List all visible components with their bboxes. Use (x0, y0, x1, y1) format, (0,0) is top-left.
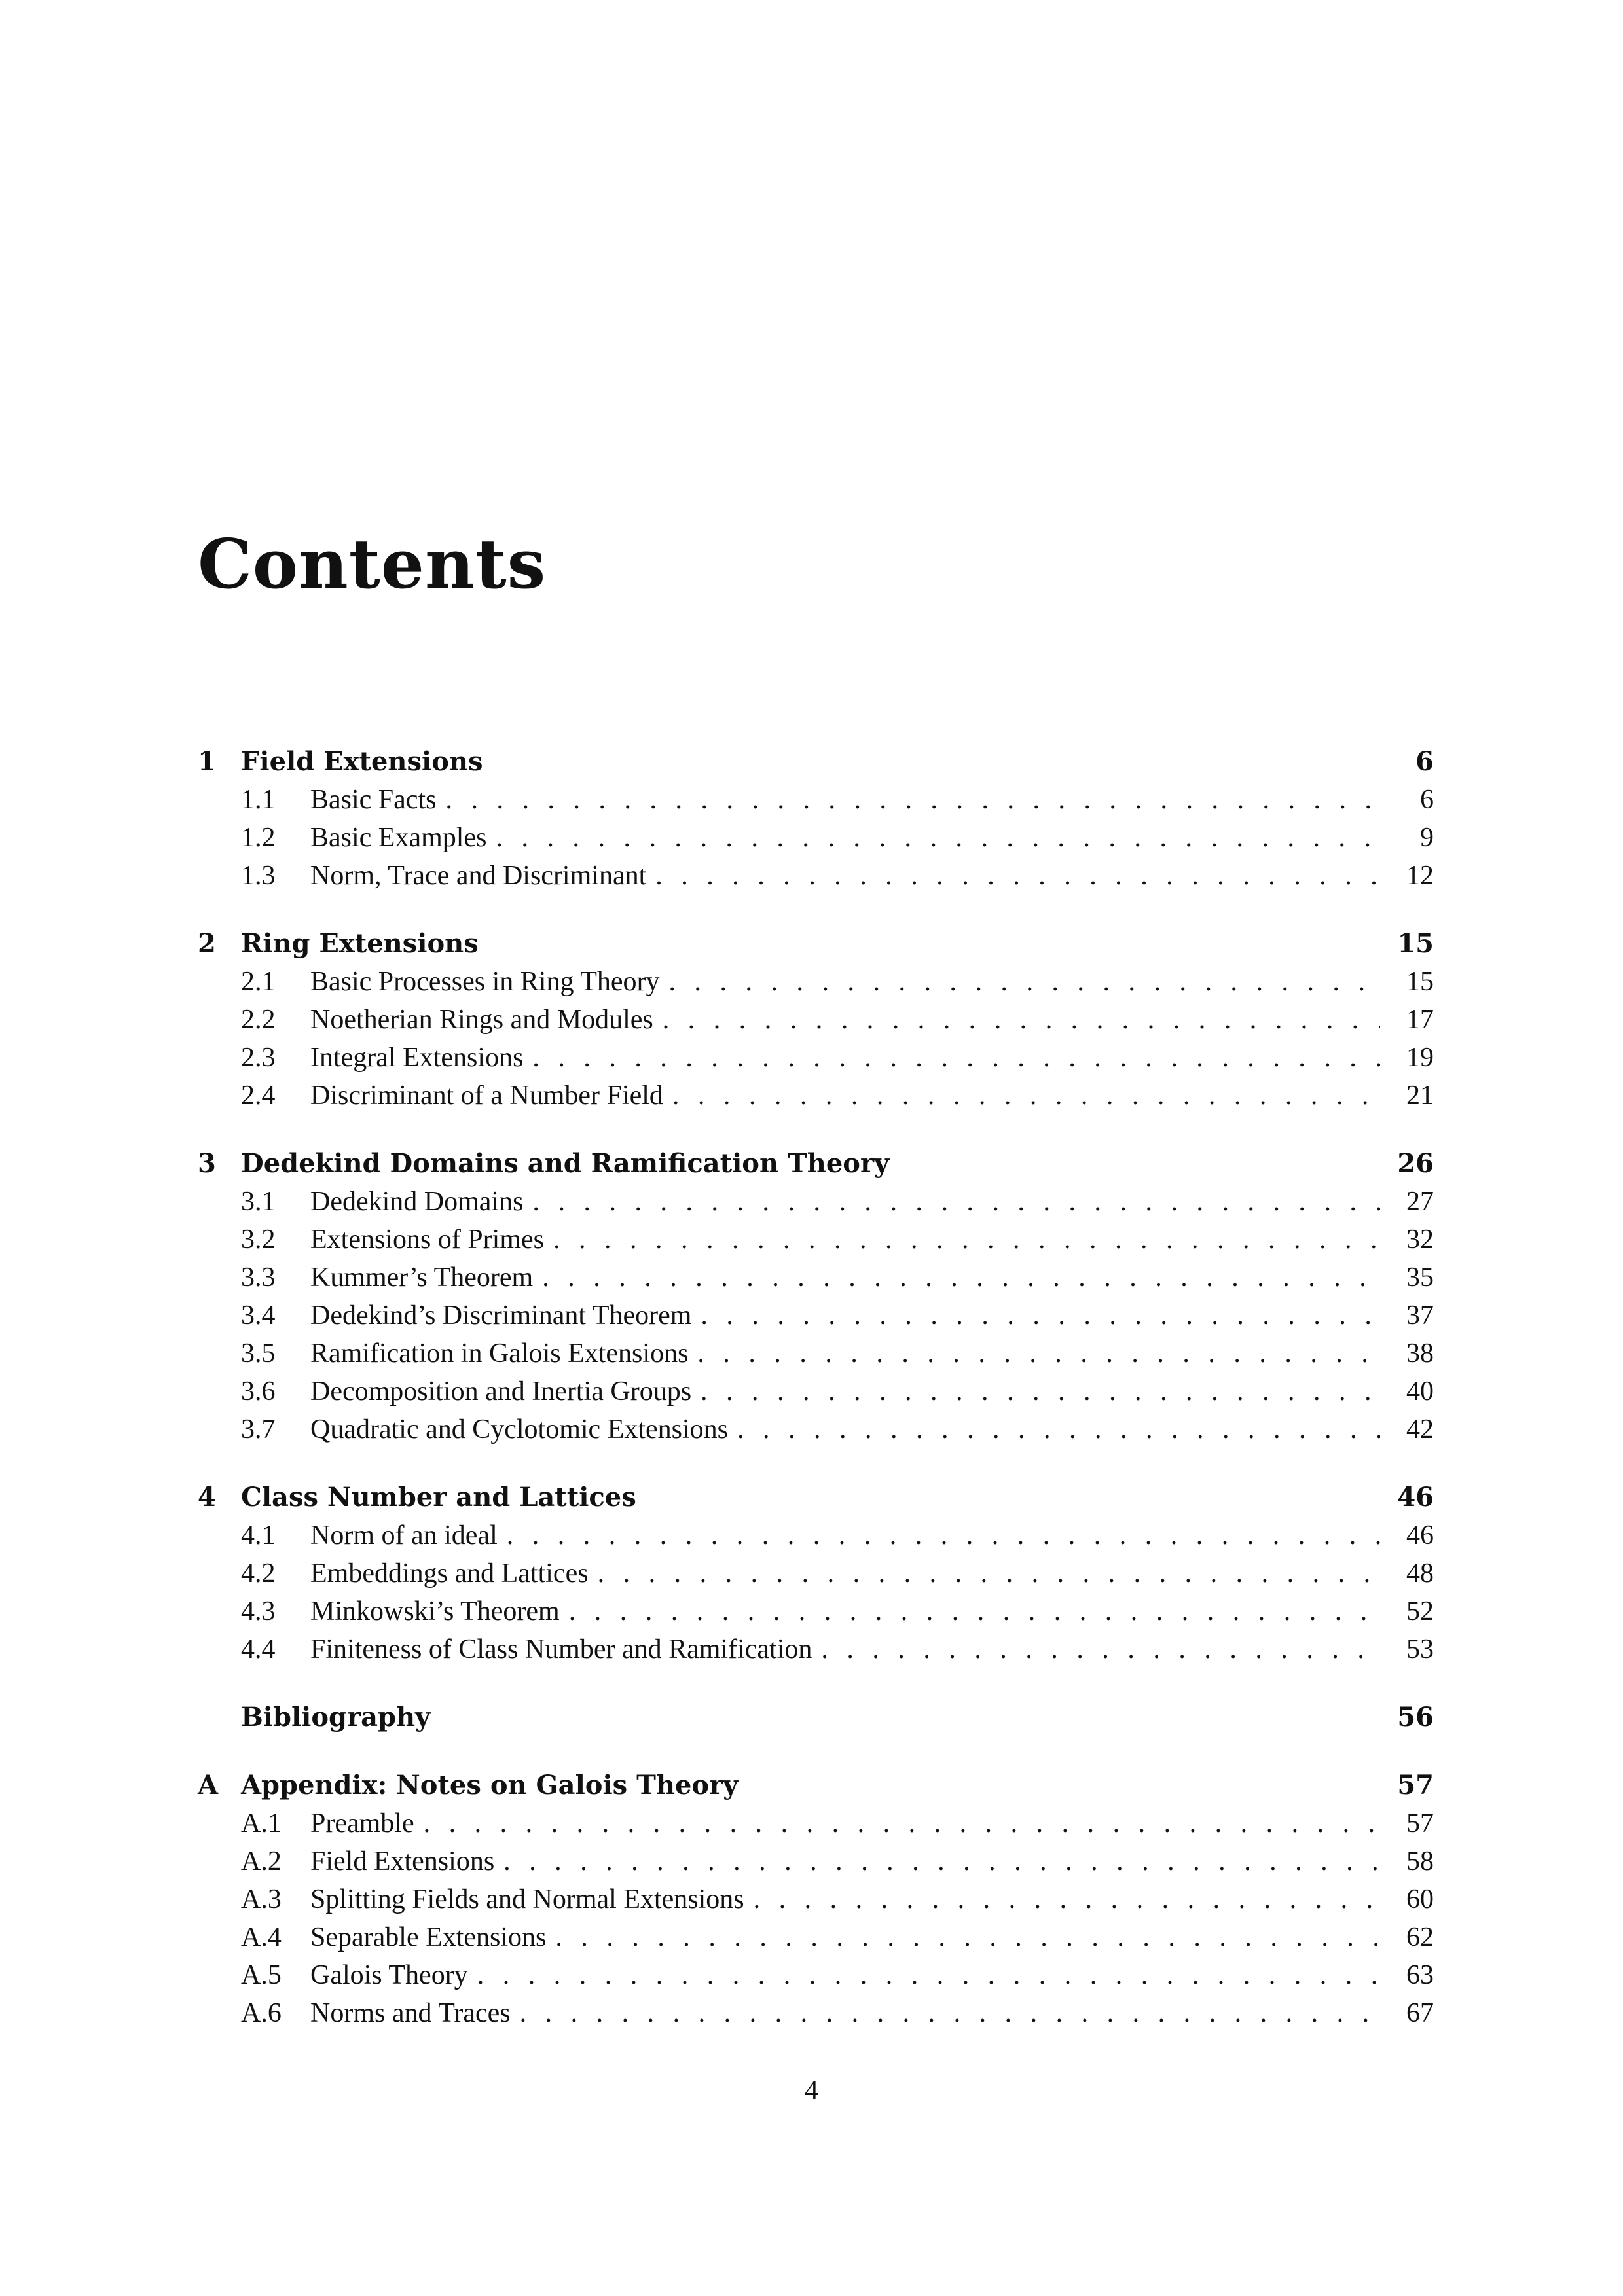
section-title: Finiteness of Class Number and Ramification (310, 1634, 812, 1664)
section-entry[interactable] (198, 1554, 1434, 1592)
chapter-number: 4 (198, 1482, 216, 1513)
section-entry[interactable] (198, 1183, 1434, 1221)
section-number: A.1 (241, 1808, 282, 1839)
section-title: Integral Extensions (310, 1043, 524, 1073)
section-number: A.5 (241, 1960, 282, 1990)
bibliography-page: 56 (1397, 1702, 1434, 1732)
section-page: 21 (1406, 1081, 1434, 1111)
dot-leader (542, 1259, 1380, 1297)
section-title: Galois Theory (310, 1960, 468, 1990)
section-entry[interactable] (198, 1630, 1434, 1668)
chapter-entry[interactable] (198, 1479, 1434, 1516)
section-title: Dedekind’s Discriminant Theorem (310, 1300, 692, 1331)
chapter-entry[interactable] (198, 925, 1434, 963)
toc-bibliography (198, 1698, 1434, 1736)
section-entry[interactable] (198, 1804, 1434, 1842)
dot-leader (520, 1994, 1380, 2032)
section-entry[interactable] (198, 781, 1434, 819)
section-title: Noetherian Rings and Modules (310, 1005, 653, 1035)
section-page: 48 (1406, 1558, 1434, 1588)
section-entry[interactable] (198, 1297, 1434, 1335)
dot-leader (424, 1804, 1380, 1842)
section-number: 2.4 (241, 1081, 276, 1111)
bibliography-entry[interactable] (198, 1698, 1434, 1736)
section-title: Basic Facts (310, 785, 437, 815)
section-page: 6 (1420, 785, 1434, 815)
section-page: 35 (1406, 1263, 1434, 1293)
section-entry[interactable] (198, 1001, 1434, 1039)
section-number: 1.2 (241, 823, 276, 853)
dot-leader (701, 1297, 1380, 1335)
dot-leader (553, 1221, 1380, 1259)
section-number: 2.3 (241, 1043, 276, 1073)
chapter-title: Dedekind Domains and Ramification Theory (241, 1148, 890, 1179)
dot-leader (496, 819, 1380, 857)
toc-chapter-1 (198, 743, 1434, 895)
dot-leader (569, 1592, 1380, 1630)
section-page: 52 (1406, 1596, 1434, 1626)
section-title: Kummer’s Theorem (310, 1263, 534, 1293)
section-page: 58 (1406, 1846, 1434, 1876)
dot-leader (445, 781, 1380, 819)
chapter-page: 46 (1397, 1482, 1434, 1513)
section-page: 12 (1406, 861, 1434, 891)
section-title: Decomposition and Inertia Groups (310, 1376, 692, 1407)
section-entry[interactable] (198, 1592, 1434, 1630)
section-page: 42 (1406, 1414, 1434, 1444)
section-number: 4.1 (241, 1520, 276, 1551)
toc-chapter-4 (198, 1479, 1434, 1668)
section-title: Ramification in Galois Extensions (310, 1338, 689, 1369)
section-title: Discriminant of a Number Field (310, 1081, 663, 1111)
chapter-title: Ring Extensions (241, 928, 479, 959)
section-title: Dedekind Domains (310, 1187, 524, 1217)
appendix-entry[interactable] (198, 1767, 1434, 1804)
section-title: Separable Extensions (310, 1922, 547, 1952)
section-entry[interactable] (198, 1918, 1434, 1956)
section-number: 1.1 (241, 785, 276, 815)
section-title: Quadratic and Cyclotomic Extensions (310, 1414, 729, 1444)
dot-leader (477, 1956, 1380, 1994)
bibliography-title: Bibliography (241, 1702, 431, 1732)
toc-chapter-3 (198, 1145, 1434, 1448)
section-entry[interactable] (198, 1039, 1434, 1077)
section-page: 53 (1406, 1634, 1434, 1664)
section-title: Field Extensions (310, 1846, 495, 1876)
section-page: 27 (1406, 1187, 1434, 1217)
section-title: Norm, Trace and Discriminant (310, 861, 647, 891)
section-page: 15 (1406, 967, 1434, 997)
dot-leader (669, 963, 1381, 1001)
section-number: 3.1 (241, 1187, 276, 1217)
dot-leader (737, 1410, 1380, 1448)
section-page: 9 (1420, 823, 1434, 853)
section-page: 38 (1406, 1338, 1434, 1369)
section-page: 67 (1406, 1998, 1434, 2028)
appendix-page: 57 (1397, 1770, 1434, 1801)
section-entry[interactable] (198, 1259, 1434, 1297)
section-number: 3.5 (241, 1338, 276, 1369)
section-number: 3.2 (241, 1225, 276, 1255)
section-title: Norm of an ideal (310, 1520, 498, 1551)
section-number: 3.7 (241, 1414, 276, 1444)
section-entry[interactable] (198, 857, 1434, 895)
dot-leader (503, 1842, 1380, 1880)
page-title: Contents (198, 524, 547, 604)
section-page: 40 (1406, 1376, 1434, 1407)
dot-leader (555, 1918, 1380, 1956)
dot-leader (672, 1077, 1380, 1115)
section-number: A.2 (241, 1846, 282, 1876)
section-number: A.6 (241, 1998, 282, 2028)
section-number: 1.3 (241, 861, 276, 891)
table-of-contents (198, 743, 1434, 2032)
dot-leader (655, 857, 1380, 895)
chapter-page: 26 (1397, 1148, 1434, 1179)
page-number: 4 (805, 2075, 818, 2106)
section-title: Splitting Fields and Normal Extensions (310, 1884, 744, 1914)
dot-leader (598, 1554, 1380, 1592)
section-page: 63 (1406, 1960, 1434, 1990)
chapter-number: 3 (198, 1148, 216, 1179)
section-page: 17 (1406, 1005, 1434, 1035)
section-title: Minkowski’s Theorem (310, 1596, 560, 1626)
section-page: 37 (1406, 1300, 1434, 1331)
section-number: A.3 (241, 1884, 282, 1914)
section-entry[interactable] (198, 1372, 1434, 1410)
chapter-number: 1 (198, 746, 216, 777)
section-number: 4.3 (241, 1596, 276, 1626)
dot-leader (532, 1183, 1380, 1221)
section-entry[interactable] (198, 963, 1434, 1001)
section-entry[interactable] (198, 1410, 1434, 1448)
section-number: 3.4 (241, 1300, 276, 1331)
section-entry[interactable] (198, 819, 1434, 857)
section-page: 62 (1406, 1922, 1434, 1952)
section-entry[interactable] (198, 1842, 1434, 1880)
toc-chapter-2 (198, 925, 1434, 1115)
chapter-entry[interactable] (198, 1145, 1434, 1183)
section-number: 2.2 (241, 1005, 276, 1035)
section-number: 4.2 (241, 1558, 276, 1588)
chapter-entry[interactable] (198, 743, 1434, 781)
section-page: 19 (1406, 1043, 1434, 1073)
dot-leader (507, 1516, 1380, 1554)
section-number: 4.4 (241, 1634, 276, 1664)
dot-leader (821, 1630, 1380, 1668)
section-page: 46 (1406, 1520, 1434, 1551)
section-entry[interactable] (198, 1880, 1434, 1918)
section-entry[interactable] (198, 1335, 1434, 1372)
section-title: Embeddings and Lattices (310, 1558, 589, 1588)
dot-leader (663, 1001, 1380, 1039)
section-entry[interactable] (198, 1221, 1434, 1259)
appendix-letter: A (198, 1770, 219, 1801)
section-number: A.4 (241, 1922, 282, 1952)
section-number: 3.6 (241, 1376, 276, 1407)
chapter-title: Field Extensions (241, 746, 483, 777)
section-entry[interactable] (198, 1077, 1434, 1115)
dot-leader (532, 1039, 1380, 1077)
appendix-title: Appendix: Notes on Galois Theory (241, 1770, 739, 1801)
toc-appendix (198, 1767, 1434, 2032)
section-title: Basic Examples (310, 823, 487, 853)
section-page: 32 (1406, 1225, 1434, 1255)
chapter-page: 6 (1415, 746, 1434, 777)
dot-leader (701, 1372, 1380, 1410)
section-entry[interactable] (198, 1994, 1434, 2032)
chapter-title: Class Number and Lattices (241, 1482, 636, 1513)
section-title: Preamble (310, 1808, 414, 1839)
section-entry[interactable] (198, 1956, 1434, 1994)
chapter-number: 2 (198, 928, 216, 959)
section-number: 3.3 (241, 1263, 276, 1293)
section-entry[interactable] (198, 1516, 1434, 1554)
chapter-page: 15 (1397, 928, 1434, 959)
section-page: 57 (1406, 1808, 1434, 1839)
section-title: Extensions of Primes (310, 1225, 544, 1255)
dot-leader (754, 1880, 1380, 1918)
section-title: Basic Processes in Ring Theory (310, 967, 660, 997)
section-page: 60 (1406, 1884, 1434, 1914)
section-number: 2.1 (241, 967, 276, 997)
dot-leader (697, 1335, 1380, 1372)
section-title: Norms and Traces (310, 1998, 511, 2028)
